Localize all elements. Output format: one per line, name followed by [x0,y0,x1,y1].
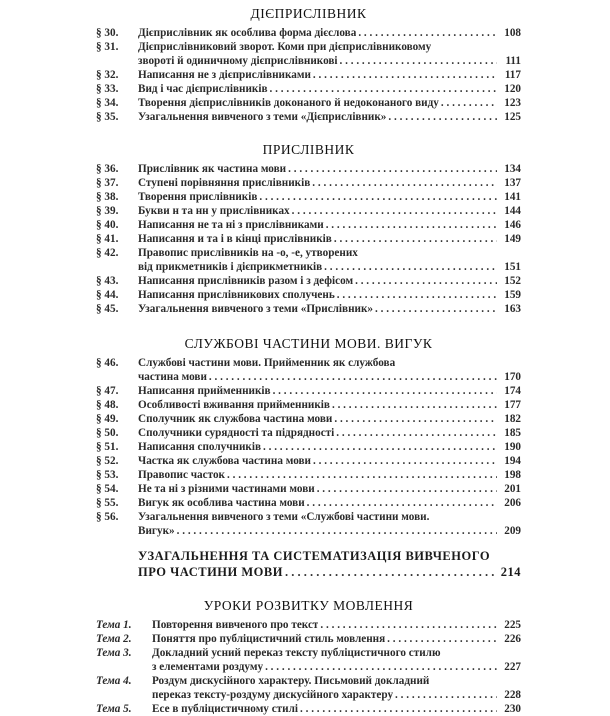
toc-entry[interactable] [96,40,521,68]
entry-title: Не та ні з різними частинами мови [138,483,315,495]
entry-title: Букви н та нн у прислівниках [138,205,290,217]
entry-title: переказ тексту-роздуму дискусійного характеру [152,689,394,701]
entry-number: § 32. [96,69,119,81]
entry-title: Правопис часток [138,469,225,481]
toc-entry[interactable] [96,162,521,176]
toc-entry[interactable] [96,176,521,190]
page-number: 182 [504,413,521,425]
dot-leader [288,162,497,176]
page-number: 159 [504,289,521,301]
entry-title: Докладний усний переказ тексту публіцистичного стилю [152,647,441,659]
dot-leader [270,82,497,96]
toc-entry[interactable] [96,356,521,384]
toc-entry[interactable] [96,232,521,246]
dot-leader [227,468,497,482]
entry-number: § 45. [96,303,119,315]
page-number: 151 [504,261,521,273]
entry-title: Дієприслівниковий зворот. Коми при дієприслівниковому [138,41,432,53]
entry-title: Частка як службова частина мови [138,455,311,467]
entry-number: § 39. [96,205,119,217]
toc-entry[interactable] [96,96,521,110]
dot-leader [324,260,497,274]
toc-entry[interactable] [96,646,521,674]
entry-number: § 43. [96,275,119,287]
toc-entry[interactable] [96,632,521,646]
toc-section [96,336,521,580]
entry-number: Тема 2. [96,633,132,645]
dot-leader [300,702,497,716]
toc-section [96,598,521,716]
page-number: 214 [500,565,521,579]
toc-entry[interactable] [96,26,521,40]
entry-title: Поняття про публіцистичний стиль мовлення [152,633,386,645]
dot-leader [334,232,497,246]
entry-number: § 31. [96,41,119,53]
entry-number: § 56. [96,511,119,523]
entry-number: § 38. [96,191,119,203]
toc-entry[interactable] [96,384,521,398]
entry-title: Вид і час дієприслівників [138,83,268,95]
page-number: 152 [504,275,521,287]
entry-number: § 55. [96,497,119,509]
toc-entry[interactable] [96,482,521,496]
toc-entry[interactable] [96,618,521,632]
entry-title: від прикметників і дієприкметників [138,261,323,273]
entry-title: Вигук» [138,525,175,537]
toc-entry[interactable] [96,398,521,412]
page-number: 111 [505,55,521,67]
page-number: 170 [504,371,521,383]
toc-entry[interactable] [96,68,521,82]
toc-entry[interactable] [96,288,521,302]
entry-number: § 54. [96,483,119,495]
dot-leader [292,204,497,218]
toc-entry[interactable] [96,412,521,426]
entry-title: Написання сполучників [138,441,262,453]
section-title: СЛУЖБОВІ ЧАСТИНИ МОВИ. ВИГУК [184,336,433,351]
page-number: 227 [504,661,521,673]
entry-title: Ступені порівняння прислівників [138,177,311,189]
toc-entry[interactable] [96,510,521,538]
dot-leader [355,274,497,288]
entry-title: Правопис прислівників на -о, -е, утворених [138,247,358,259]
page-number: 108 [504,27,521,39]
entry-title: Творення дієприслівників доконаного й недоконаного виду [138,97,439,109]
toc-entry[interactable] [96,204,521,218]
toc-entry[interactable] [96,702,521,716]
toc-section [96,142,521,316]
toc-entry[interactable] [96,426,521,440]
dot-leader [358,26,497,40]
dot-leader [209,370,497,384]
dot-leader [334,412,497,426]
dot-leader [259,190,497,204]
entry-title: Написання и та і в кінці прислівників [138,233,332,245]
entry-number: § 50. [96,427,119,439]
dot-leader [320,618,497,632]
toc-entry[interactable] [96,190,521,204]
page-number: 134 [504,163,521,175]
dot-leader [312,176,497,190]
entry-number: Тема 3. [96,647,132,659]
dot-leader [265,660,497,674]
entry-title: Написання не та ні з прислівниками [138,219,324,231]
dot-leader [263,440,497,454]
entry-title: Службові частини мови. Прийменник як службова [138,357,396,369]
entry-number: Тема 4. [96,675,132,687]
entry-title: Повторення вивченого про текст [152,619,319,631]
entry-number: § 44. [96,289,119,301]
page-number: 198 [504,469,521,481]
toc-entry[interactable] [96,274,521,288]
entry-title: Узагальнення вивченого з теми «Прислівник» [138,303,374,315]
entry-number: § 53. [96,469,119,481]
summary-title: ПРО ЧАСТИНИ МОВИ [138,565,283,579]
entry-number: § 36. [96,163,119,175]
page-number: 149 [504,233,521,245]
dot-leader [273,384,497,398]
entry-number: § 33. [96,83,119,95]
entry-title: Роздум дискусійного характеру. Письмовий докладний [152,675,430,687]
entry-title: Сполучники сурядності та підрядності [138,427,335,439]
toc-entry[interactable] [96,440,521,454]
dot-leader [337,288,497,302]
entry-number: § 40. [96,219,119,231]
entry-number: § 48. [96,399,119,411]
section-title: УРОКИ РОЗВИТКУ МОВЛЕННЯ [203,598,414,613]
page-number: 225 [504,619,521,631]
entry-number: § 35. [96,111,119,123]
toc-entry[interactable] [96,82,521,96]
dot-leader [285,564,497,580]
page-number: 137 [504,177,521,189]
entry-title: Вигук як особлива частина мови [138,497,305,509]
entry-number: § 47. [96,385,119,397]
page-number: 174 [504,385,521,397]
dot-leader [388,110,497,124]
dot-leader [395,688,497,702]
page-number: 190 [504,441,521,453]
page-number: 194 [504,455,521,467]
toc-entry[interactable] [96,674,521,702]
toc-entry[interactable] [96,218,521,232]
entry-number: § 46. [96,357,119,369]
page-number: 201 [504,483,521,495]
page-number: 228 [504,689,521,701]
entry-title: Особливості вживання прийменників [138,399,330,411]
entry-number: § 51. [96,441,119,453]
page-number: 185 [504,427,521,439]
entry-title: Сполучник як службова частина мови [138,413,333,425]
entry-number: § 37. [96,177,119,189]
page-number: 146 [504,219,521,231]
entry-number: Тема 1. [96,619,132,631]
page-number: 117 [504,69,521,81]
section-title: ПРИСЛІВНИК [262,142,355,157]
page-number: 177 [504,399,521,411]
dot-leader [313,68,497,82]
page-number: 123 [504,97,521,109]
page-number: 226 [504,633,521,645]
dot-leader [375,302,497,316]
page-number: 144 [504,205,521,217]
entry-title: частина мови [138,371,207,383]
entry-title: Написання прислівників разом і з дефісом [138,275,354,287]
dot-leader [332,398,497,412]
entry-number: Тема 5. [96,703,132,715]
dot-leader [307,496,497,510]
entry-title: Написання прислівникових сполучень [138,289,335,301]
entry-title: з елементами роздуму [152,661,264,673]
entry-number: § 49. [96,413,119,425]
page-number: 141 [504,191,521,203]
entry-title: Есе в публіцистичному стилі [152,703,298,715]
table-of-contents [96,6,521,716]
entry-title: Прислівник як частина мови [138,163,287,175]
summary-entry[interactable] [138,548,521,580]
toc-entry[interactable] [96,496,521,510]
entry-title: Написання прийменників [138,385,271,397]
page-number: 209 [504,525,521,537]
entry-number: § 30. [96,27,119,39]
dot-leader [340,54,497,68]
dot-leader [313,454,497,468]
dot-leader [177,524,497,538]
page-number: 125 [504,111,521,123]
page-number: 163 [504,303,521,315]
toc-entry[interactable] [96,302,521,316]
toc-entry[interactable] [96,110,521,124]
dot-leader [387,632,497,646]
entry-number: § 34. [96,97,119,109]
dot-leader [317,482,497,496]
entry-title: Написання не з дієприслівниками [138,69,311,81]
page-number: 120 [504,83,521,95]
toc-entry[interactable] [96,246,521,274]
entry-title: звороті й одиничному дієприслівникові [138,55,338,67]
toc-entry[interactable] [96,468,521,482]
entry-number: § 42. [96,247,119,259]
entry-title: Творення прислівників [138,191,258,203]
toc-entry[interactable] [96,454,521,468]
entry-number: § 41. [96,233,119,245]
dot-leader [336,426,497,440]
toc-section [96,6,521,124]
entry-title: Узагальнення вивченого з теми «Дієприслівник» [138,111,387,123]
summary-title: УЗАГАЛЬНЕННЯ ТА СИСТЕМАТИЗАЦІЯ ВИВЧЕНОГО [138,549,491,563]
entry-title: Узагальнення вивченого з теми «Службові частини мови. [138,511,430,523]
page-number: 206 [504,497,521,509]
entry-number: § 52. [96,455,119,467]
entry-title: Дієприслівник як особлива форма дієслова [138,27,357,39]
page-number: 230 [504,703,521,715]
dot-leader [441,96,497,110]
dot-leader [326,218,497,232]
section-title: ДІЄПРИСЛІВНИК [250,6,367,21]
